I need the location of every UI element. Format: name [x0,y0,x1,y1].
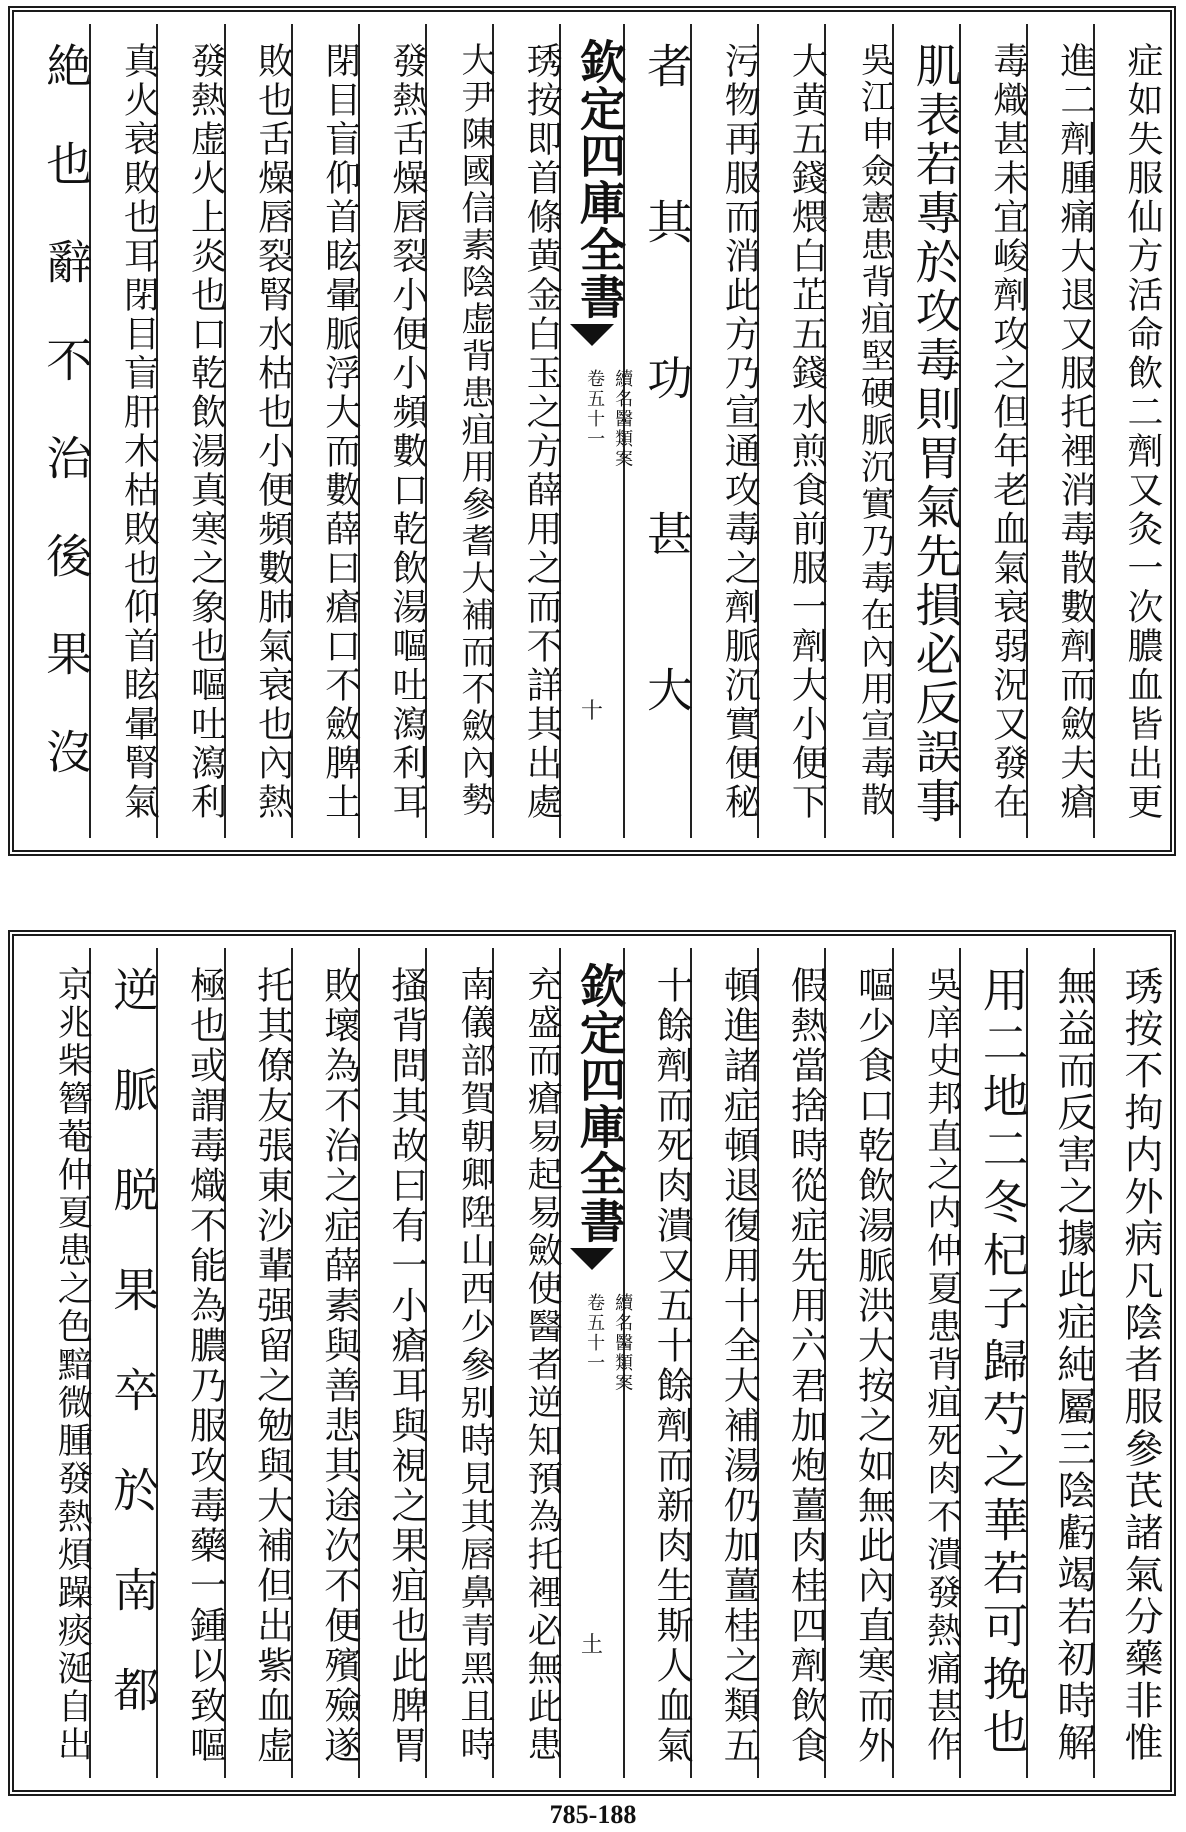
text-column: 托其僚友張東沙輩强留之勉與大補但出紫血虚 [224,948,291,1778]
text-column: 者其功甚大 [623,24,690,838]
text-column: 用二地二冬杞子歸芍之華若可挽也 [959,948,1026,1778]
text-column: 閉目盲仰首眩暈脈浮大而數薛曰瘡口不斂脾土 [291,24,358,838]
text-column: 肌表若專於攻毒則胃氣先損必反誤事 [892,24,959,838]
text-column: 發熱舌燥唇裂小便小頻數口乾飲湯嘔吐瀉利耳 [358,24,425,838]
text-column: 敗壞為不治之症薛素與善悲其途次不便殯殮遂 [291,948,358,1778]
text-column: 南儀部賀朝卿陞山西少參别時見其唇鼻青黑且時 [425,948,492,1778]
text-column: 京兆柴簪菴仲夏患之色黯微腫發熱煩躁痰涎自出 [52,966,93,1764]
page-bottom [8,930,1176,1796]
page-top [8,6,1176,856]
book-title: 續名醫類案 [612,1293,634,1393]
book-title: 續名醫類案 [612,369,634,469]
text-column: 嘔少食口乾飲湯脈洪大按之如無此內直寒而外 [824,948,891,1778]
volume-label: 卷五十一 [584,369,606,449]
text-column: 假熱當捨時從症先用六君加炮薑肉桂四劑飲食 [757,948,824,1778]
page-number: 十 [581,699,604,724]
text-column: 進二劑腫痛大退又服托裡消毒散數劑而斂夫瘡 [1026,24,1093,838]
text-column: 搔背問其故曰有一小瘡耳與視之果疽也此脾胃 [358,948,425,1778]
book-series-title: 欽定四庫全書 [573,38,627,320]
text-column: 發熱虚火上炎也口乾飲湯真寒之象也嘔吐瀉利 [156,24,223,838]
text-column: 無益而反害之據此症純屬三陰虧竭若初時解 [1026,948,1093,1778]
volume-label: 卷五十一 [584,1293,606,1373]
text-column: 敗也舌燥唇裂腎水枯也小便頻數肺氣衰也內熱 [224,24,291,838]
text-column: 污物再服而消此方乃宣通攻毒之劑脈沉實便秘 [690,24,757,838]
text-column: 毒熾甚未宜峻劑攻之但年老血氣衰弱況又發在 [959,24,1026,838]
fishtail-ornament [575,324,609,355]
text-column: 真火衰敗也耳閉目盲肝木枯敗也仰首眩暈腎氣 [89,24,156,838]
text-column: 充盛而瘡易起易斂使醫者逆知預為托裡必無此患 [492,948,559,1778]
text-column: 琇按即首條黄金白玉之方薛用之而不詳其出處 [492,24,559,838]
text-column: 大尹陳國信素陰虚背患疽用參耆大補而不斂內勢 [425,24,492,838]
text-columns [24,948,1163,1778]
text-column: 吳庠史邦直之内仲夏患背疽死肉不潰發熱痛甚作 [892,948,959,1778]
text-column: 逆脈脱果卒於南都 [89,948,156,1778]
text-column: 絶也辭不治後果沒 [39,42,94,826]
text-column: 大黄五錢煨白芷五錢水煎食前服一劑大小便下 [757,24,824,838]
center-fold-column [559,24,634,838]
text-column: 琇按不拘内外病凡陰者服參芪諸氣分藥非惟 [1093,948,1160,1778]
center-fold-column [559,948,634,1778]
text-column: 頓進諸症頓退復用十全大補湯仍加薑桂之類五 [690,948,757,1778]
fishtail-ornament [575,1248,609,1279]
text-columns [24,24,1163,838]
book-series-title: 欽定四庫全書 [573,962,627,1244]
text-column: 吳江申僉憲患背疽堅硬脈沉實乃毒在內用宣毒散 [824,24,891,838]
page-number: 土 [581,1633,604,1658]
text-column: 十餘劑而死肉潰又五十餘劑而新肉生斯人血氣 [623,948,690,1778]
text-column: 極也或謂毒熾不能為膿乃服攻毒藥一鍾以致嘔 [156,948,223,1778]
text-column: 症如失服仙方活命飲二劑又灸一次膿血皆出更 [1093,24,1160,838]
page-footer-number: 785-188 [549,1800,637,1829]
